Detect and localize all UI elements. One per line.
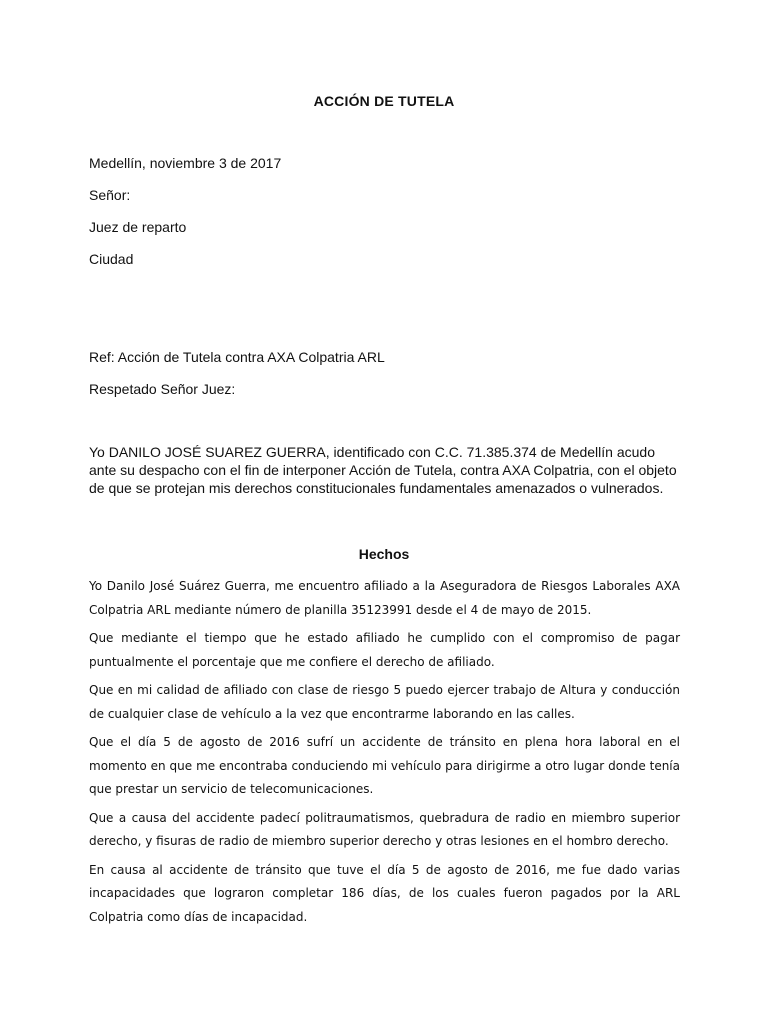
salutation-line-2: Juez de reparto [89, 219, 187, 235]
date-line: Medellín, noviembre 3 de 2017 [89, 155, 282, 171]
fact-paragraph-6: En causa al accidente de tránsito que tuve el día 5 de agosto de 2016, me fue dado varias incapacidades que lograron completar 186 días, de los cuales fueron pagados por la ARL Colpatria como días de incapacidad. [89, 862, 680, 924]
document-title: ACCIÓN DE TUTELA [313, 93, 455, 109]
salutation-line-3: Ciudad [89, 251, 134, 267]
salutation-line-1: Señor: [89, 187, 131, 203]
greeting-line: Respetado Señor Juez: [89, 381, 236, 397]
fact-paragraph-2: Que mediante el tiempo que he estado afiliado he cumplido con el compromiso de pagar puntualmente el porcentaje que me confiere el derecho de afiliado. [89, 631, 680, 669]
fact-paragraph-4: Que el día 5 de agosto de 2016 sufrí un accidente de tránsito en plena hora laboral en el momento en que me encontraba conduciendo mi vehículo para dirigirme a otro lugar donde tenía que prestar un servicio de telecomunicaciones. [89, 735, 680, 796]
fact-paragraph-5: Que a causa del accidente padecí politraumatismos, quebradura de radio en miembro superior derecho, y fisuras de radio de miembro superior derecho y otras lesiones en el hombro derecho. [89, 810, 680, 848]
reference-line: Ref: Acción de Tutela contra AXA Colpatria ARL [89, 349, 385, 365]
fact-paragraph-3: Que en mi calidad de afiliado con clase de riesgo 5 puedo ejercer trabajo de Altura y conducción de cualquier clase de vehículo a la vez que encontrarme laborando en las calles. [89, 683, 680, 721]
facts-list [89, 575, 680, 934]
facts-heading: Hechos [358, 546, 410, 562]
fact-paragraph-1: Yo Danilo José Suárez Guerra, me encuentro afiliado a la Aseguradora de Riesgos Laborales AXA Colpatria ARL mediante número de planilla 35123991 desde el 4 de mayo de 2015. [89, 579, 680, 617]
intro-paragraph: Yo DANILO JOSÉ SUAREZ GUERRA, identificado con C.C. 71.385.374 de Medellín acudo ante su despacho con el fin de interponer Acción de Tutela, contra AXA Colpatria, con el objeto de que se protejan mis derechos constitucionales fundamentales amenazados o vulnerados. [89, 444, 677, 496]
